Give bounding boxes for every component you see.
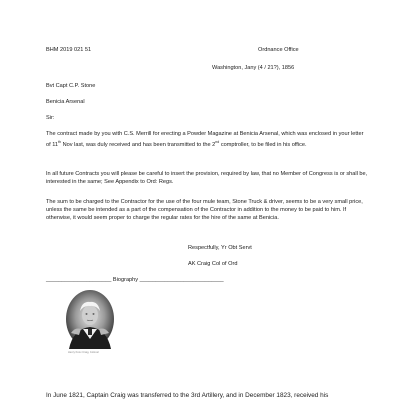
recipient-place: Benicia Arsenal: [46, 99, 85, 105]
biography-divider: _____________________ Biography ___________________________: [46, 277, 224, 283]
office-heading: Ordnance Office: [258, 47, 299, 53]
recipient-name: Bvt Capt C.P. Stone: [46, 83, 96, 89]
paragraph-contract: The contract made by you with C.S. Merrill for erecting a Powder Magazine at Benicia Arsenal, which was enclosed in your letter of 11th Nov last, was duly received and has been transmitted to the 2nd comptroller, to be filed in his office.: [46, 131, 364, 148]
portrait-image: [65, 289, 115, 349]
closing-line: Respectfully, Yr Obt Servt: [188, 245, 252, 251]
portrait-photo: [65, 289, 115, 349]
place-and-date: Washington, Jany (4 / 21?), 1856: [212, 65, 295, 71]
document-reference: BHM 2019 021 51: [46, 47, 92, 53]
salutation: Sir:: [46, 115, 55, 121]
paragraph-future-contracts: In all future Contracts you will please be careful to insert the provision, required by law, that no Member of Congress is or shall be, interested in the same; See Appendix to Ord: Regs.: [46, 171, 368, 185]
biography-text: In June 1821, Captain Craig was transferred to the 3rd Artillery, and in December 1823, received his: [46, 392, 329, 399]
signature: AK Craig Col of Ord: [188, 261, 238, 267]
photo-caption: Henry Knox Craig, Colonel: [68, 351, 99, 354]
paragraph-mule-team: The sum to be charged to the Contractor for the use of the four mule team, Stone Truck & driver, seems to be a very small price, unless the same be intended as a part of the compensation of the Contractor in addition to the money to be paid to him. If otherwise, it would seem proper to charge the regular rates for the hire of the same at Benicia.: [46, 199, 363, 221]
